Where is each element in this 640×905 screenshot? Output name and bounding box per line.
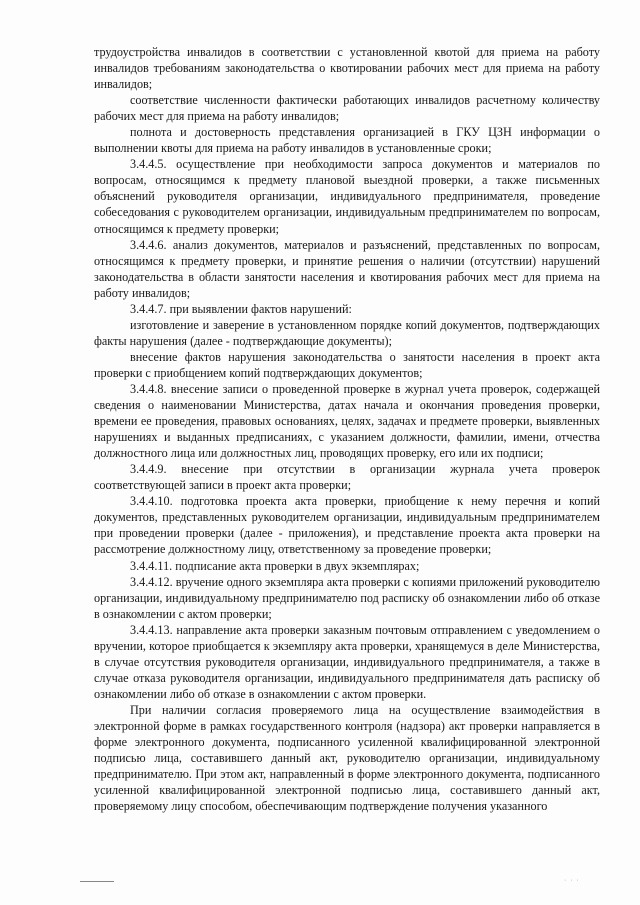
paragraph-3-4-4-6: 3.4.4.6. анализ документов, материалов и разъяснений, представленных по вопросам, относящимся к предмету проверки, и принятие решения о наличии (отсутствии) нарушений законодательства в области занятости населения и квотирования рабочих мест для приема на работу инвалидов; — [94, 237, 600, 300]
paragraph-copies-certification: изготовление и заверение в установленном порядке копий документов, подтверждающих факты нарушения (далее - подтверждающие документы); — [94, 317, 600, 348]
paragraph-3-4-4-9: 3.4.4.9. внесение при отсутствии в организации журнала учета проверок соответствующей записи в проект акта проверки; — [94, 462, 600, 493]
paragraph-violations-entry: внесение фактов нарушения законодательства о занятости населения в проект акта проверки с приобщением копий подтверждающих документов; — [94, 349, 600, 380]
paragraph-electronic-form: При наличии согласия проверяемого лица на осуществление взаимодействия в электронной форме в рамках государственного контроля (надзора) акт проверки направляется в форме электронного документа, подписанного усиленной квалифицированной электронной подписью лица, составившего данный акт, руководителю организации, индивидуальному предпринимателю. При этом акт, направленный в форме электронного документа, подписанного усиленной квалифицированной электронной подписью лица, составившего данный акт, проверяемому лицу способом, обеспечивающим подтверждение получения указанного — [94, 702, 600, 814]
paragraph-3-4-4-13: 3.4.4.13. направление акта проверки заказным почтовым отправлением с уведомлением о вручении, которое приобщается к экземпляру акта проверки, хранящемуся в деле Министерства, в случае отсутствия руководителя организации, индивидуального предпринимателя, а также в случае отказа руководителя организации, индивидуального предпринимателя дать расписку об ознакомлении либо об отказе в ознакомлении с актом проверки. — [94, 622, 600, 701]
paragraph-3-4-4-5: 3.4.4.5. осуществление при необходимости запроса документов и материалов по вопросам, относящимся к предмету плановой выездной проверки, а также письменных объяснений руководителя организации, индивидуального предпринимателя, проведение собеседования с руководителем организации, индивидуальным предпринимателем по вопросам, относящимся к предмету проверки; — [94, 157, 600, 236]
paragraph-3-4-4-11: 3.4.4.11. подписание акта проверки в двух экземплярах; — [130, 558, 420, 573]
paragraph-3-4-4-12: 3.4.4.12. вручение одного экземпляра акта проверки с копиями приложений руководителю организации, индивидуальному предпринимателю под расписку об ознакомлении либо об отказе в ознакомлении с актом проверки; — [94, 574, 600, 621]
paragraph-3-4-4-8: 3.4.4.8. внесение записи о проведенной проверке в журнал учета проверок, содержащей сведения о наименовании Министерства, датах начала и окончания проведения проверки, времени ее проведения, правовых основаниях, целях, задачах и предмете проверки, выявленных нарушениях и выданных предписаниях, с указанием должности, фамилии, имени, отчества должностного лица или должностных лиц, проводящих проверку, его или их подписи; — [94, 381, 600, 461]
footer-rule — [80, 881, 114, 882]
paragraph-3-4-4-7: 3.4.4.7. при выявлении фактов нарушений: — [130, 301, 352, 316]
paragraph-employee-count: соответствие численности фактически работающих инвалидов расчетному количеству рабочих мест для приема на работу инвалидов; — [94, 93, 600, 124]
paragraph-quota-requirements: трудоустройства инвалидов в соответствии с установленной квотой для приема на работу инвалидов требованиям законодательства о квотировании рабочих мест для приема на работу инвалидов; — [94, 45, 600, 92]
scan-artifact-dots: · · · — [564, 877, 580, 884]
document-body — [94, 44, 600, 814]
paragraph-info-completeness: полнота и достоверность представления организацией в ГКУ ЦЗН информации о выполнении квоты для приема на работу инвалидов в установленные сроки; — [94, 125, 600, 156]
paragraph-3-4-4-10: 3.4.4.10. подготовка проекта акта проверки, приобщение к нему перечня и копий документов, представленных руководителем организации, индивидуальным предпринимателем при проведении проверки (далее - приложения), и представление проекта акта проверки на рассмотрение должностному лицу, ответственному за проведение проверки; — [94, 494, 600, 557]
